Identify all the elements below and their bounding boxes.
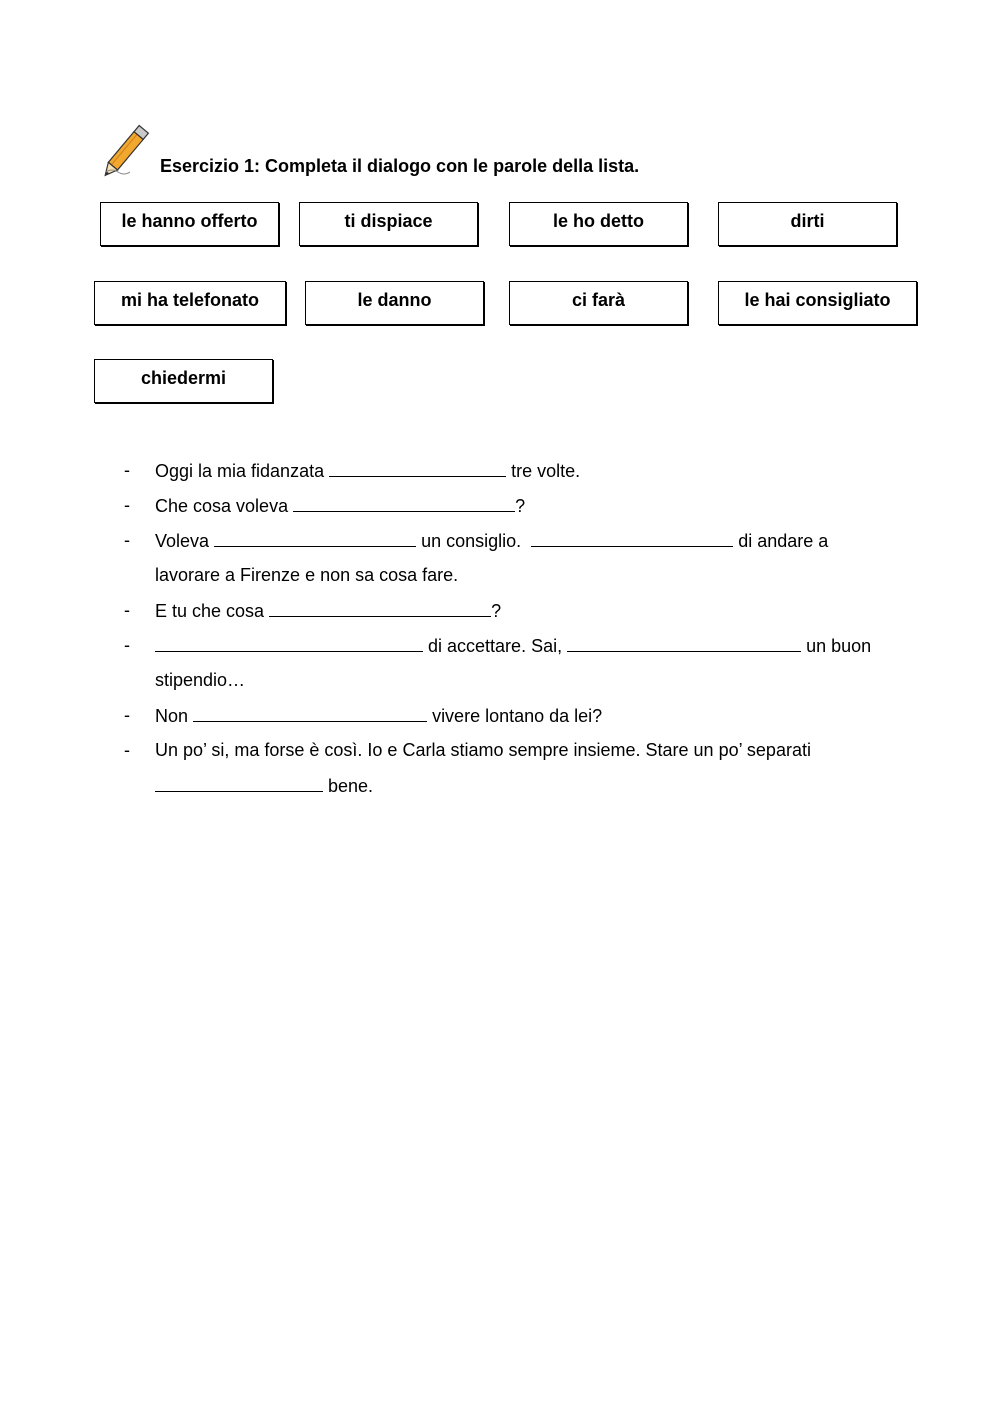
answer-blank[interactable] bbox=[531, 529, 733, 547]
bullet-dash: - bbox=[124, 530, 130, 550]
dialogue-line: Un po’ si, ma forse è così. Io e Carla stiamo sempre insieme. Stare un po’ separati bbox=[155, 740, 811, 760]
word-box: mi ha telefonato bbox=[94, 281, 286, 325]
bullet-dash: - bbox=[124, 495, 130, 515]
dialogue-line bbox=[155, 529, 828, 552]
word-box: le danno bbox=[305, 281, 484, 325]
word-box: le hanno offerto bbox=[100, 202, 279, 246]
dialogue-text: di andare a bbox=[738, 531, 829, 551]
answer-blank[interactable] bbox=[567, 634, 801, 652]
answer-blank[interactable] bbox=[329, 459, 506, 477]
answer-blank[interactable] bbox=[293, 494, 515, 512]
answer-blank[interactable] bbox=[269, 599, 491, 617]
answer-blank[interactable] bbox=[193, 704, 427, 722]
dialogue-line-continued: stipendio… bbox=[155, 670, 246, 690]
dialogue-text: Che cosa voleva bbox=[155, 496, 289, 516]
dialogue-text: un consiglio. bbox=[421, 531, 522, 551]
dialogue-text: tre volte. bbox=[511, 461, 581, 481]
bullet-dash: - bbox=[124, 460, 130, 480]
dialogue-text: Oggi la mia fidanzata bbox=[155, 461, 325, 481]
answer-blank[interactable] bbox=[214, 529, 416, 547]
answer-blank[interactable] bbox=[155, 634, 423, 652]
dialogue-line-continued: lavorare a Firenze e non sa cosa fare. bbox=[155, 565, 459, 585]
dialogue-text: ? bbox=[491, 601, 502, 621]
dialogue-line bbox=[155, 634, 871, 657]
answer-blank[interactable] bbox=[155, 774, 323, 792]
word-box: ti dispiace bbox=[299, 202, 478, 246]
dialogue-line bbox=[155, 494, 525, 517]
dialogue-text: ? bbox=[515, 496, 526, 516]
dialogue-line-continued bbox=[155, 774, 373, 797]
word-box: ci farà bbox=[509, 281, 688, 325]
dialogue-text: vivere lontano da lei? bbox=[432, 706, 603, 726]
dialogue-text: E tu che cosa bbox=[155, 601, 265, 621]
dialogue-text: di accettare. Sai, bbox=[428, 636, 563, 656]
word-box: le ho detto bbox=[509, 202, 688, 246]
pencil-icon bbox=[98, 116, 160, 178]
dialogue-line bbox=[155, 599, 501, 622]
dialogue-line bbox=[155, 704, 602, 727]
dialogue-text: Voleva bbox=[155, 531, 210, 551]
word-box: dirti bbox=[718, 202, 897, 246]
exercise-title: Esercizio 1: Completa il dialogo con le parole della lista. bbox=[160, 156, 640, 176]
dialogue-text: un buon bbox=[806, 636, 872, 656]
dialogue-line bbox=[155, 459, 580, 482]
bullet-dash: - bbox=[124, 705, 130, 725]
bullet-dash: - bbox=[124, 635, 130, 655]
word-box: chiedermi bbox=[94, 359, 273, 403]
word-box: le hai consigliato bbox=[718, 281, 917, 325]
dialogue-text: Non bbox=[155, 706, 189, 726]
dialogue-text: bene. bbox=[328, 776, 374, 796]
bullet-dash: - bbox=[124, 740, 130, 760]
bullet-dash: - bbox=[124, 600, 130, 620]
